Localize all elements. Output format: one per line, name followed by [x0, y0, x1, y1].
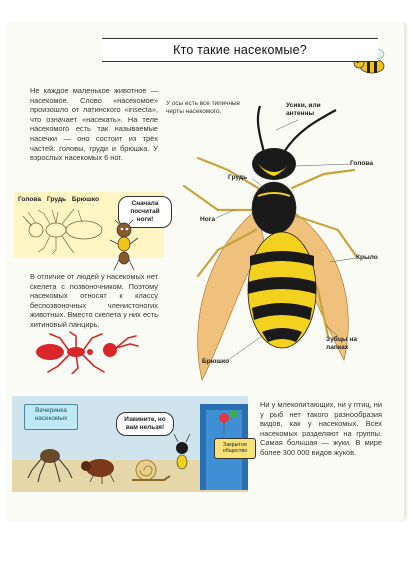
diagram-label-thorax: Грудь — [46, 196, 67, 203]
intro-paragraph: Не каждое маленькое животное — насекомое. Слово «насекомое» произошло от латинского «insecta», что означает «насекать». На теле насекомого есть так называемые насечки — оно состоит из трёх частей: головы, груди и брюшка. У взрослых насекомых 6 ног. — [30, 86, 158, 163]
wasp-label-leg: Нога — [200, 216, 216, 223]
count-legs-bubble: Сначала посчитай ноги! — [118, 196, 172, 228]
wasp-label-teeth: Зубцы на лапках — [326, 336, 358, 351]
wasp-label-abdomen: Брюшко — [202, 358, 230, 365]
cartoon-bugs-queue — [24, 430, 194, 486]
skeleton-paragraph: В отличие от людей у насекомых нет скелета с позвоночником. Поэтому насекомых относят к классу беспозвоночных членистоногих животных. Вместо скелета у них есть хитиновый панцирь. — [30, 272, 158, 329]
diagram-label-abdomen: Брюшко — [71, 196, 100, 203]
wasp-label-antennae: Усики, или антенны — [286, 102, 321, 117]
diagram-label-head: Голова — [18, 196, 42, 203]
page-title: Кто такие насекомые? — [173, 43, 307, 57]
wasp-label-head: Голова — [350, 160, 374, 167]
wasp-label-thorax: Грудь — [228, 174, 248, 181]
excuse-bubble: Извините, но вам нельзя! — [116, 412, 174, 436]
wasp-label-wing: Крыло — [356, 254, 378, 261]
wasp-note: У осы есть все типичные черты насекомого. — [166, 100, 241, 115]
closed-club-sign: Закрытое общество — [214, 438, 256, 459]
diversity-paragraph: Ни у млекопитающих, ни у птиц, ни у рыб нет такого разнообразия видов, как у насекомых. Всех насекомых разделяют на группы. Самая большая — жуки. В мире более 300 000 видов жуков. — [260, 400, 382, 457]
party-sign: Вечеринка насекомых — [24, 404, 78, 430]
